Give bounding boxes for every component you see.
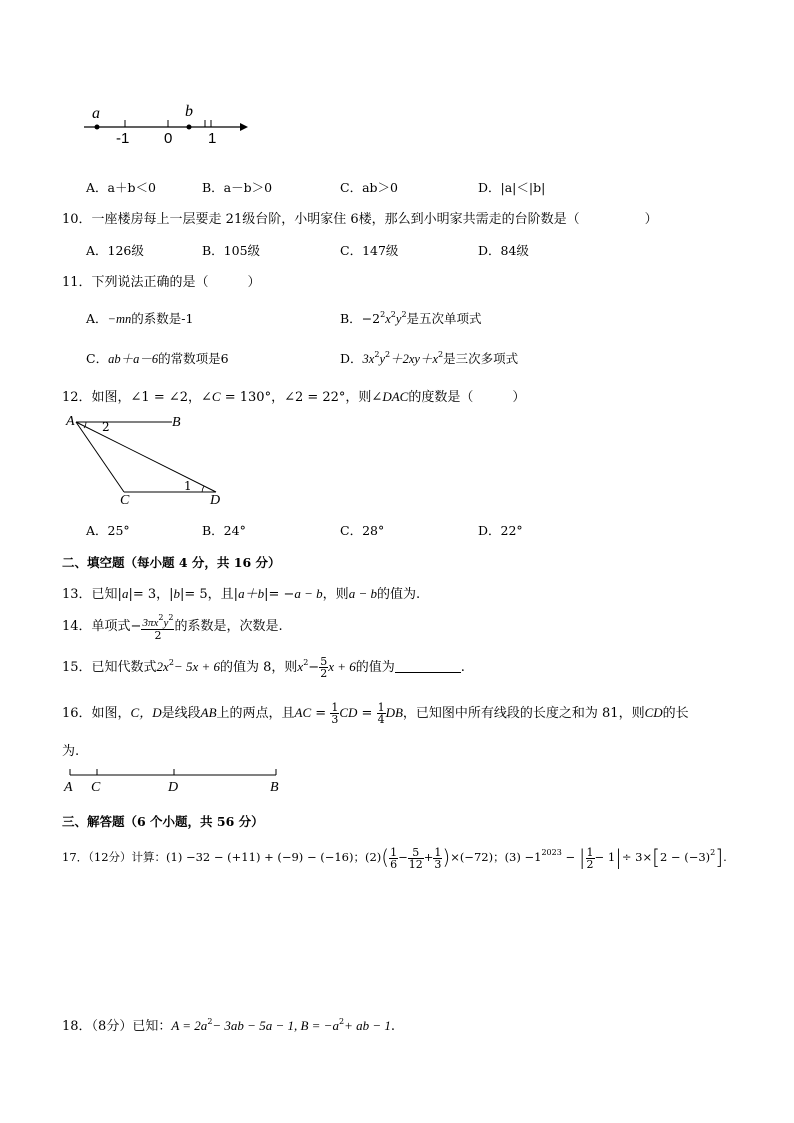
q13: 13．已知|a|= 3，|b|= 5，且|a＋b|= −a − b，则a − b的值为.	[62, 586, 421, 602]
q9-option-b[interactable]: B．a－b＞0	[202, 180, 273, 195]
fig-label-d: D	[210, 493, 221, 508]
tick-one: 1	[208, 130, 217, 147]
triangle-figure	[64, 414, 224, 504]
seg-label-b: B	[270, 780, 279, 795]
q10-stem: 10．一座楼房每上一层要走 21级台阶，小明家住 6楼，那么到小明家共需走的台阶数是（ ）	[62, 212, 658, 227]
q11-option-b[interactable]: B．$-2^2x^2y^2$是五次单项式	[340, 310, 482, 326]
q17: 17．（12分）计算：(1) −32 − (+11) + (−9) − (−16)；(2)( $\frac{1}{6}$ − $\frac{5}{12}$ + $\frac{1}{3}$ )×(−72)；$(3) -1^{2023}$ − | $\frac{1}{2}$ − $1|\div 3\times[2 - (-3)^2]$.	[62, 845, 727, 871]
fig-label-b: B	[172, 415, 181, 430]
fig-angle-1: 1	[184, 479, 192, 493]
q10-option-c[interactable]: C．147级	[340, 243, 399, 258]
q11-option-d[interactable]: D．$3x^2y^2+2xy+x^2$是三次多项式	[340, 350, 519, 366]
seg-label-a: A	[64, 780, 73, 795]
number-line	[80, 105, 280, 145]
fig-label-c: C	[120, 493, 130, 508]
q12-option-d[interactable]: D．22°	[478, 523, 523, 538]
q14: 14．单项式− $\frac{3\pi x^2y^2}{2}$ 的系数是，次数是.	[62, 613, 283, 642]
seg-label-c: C	[91, 780, 101, 795]
fig-label-a: A	[66, 414, 75, 429]
q16: 16．如图，C，D是线段AB上的两点，且AC = $\frac{1}{3}$ CD = $\frac{1}{4}$ DB，已知图中所有线段的长度之和为 81，则CD的长	[62, 701, 689, 726]
section-2-heading: 二、填空题（每小题 4 分，共 16 分）	[62, 555, 281, 570]
fig-angle-2: 2	[102, 420, 110, 434]
label-a: a	[92, 105, 100, 122]
q10-option-b[interactable]: B．105级	[202, 243, 261, 258]
q10-option-d[interactable]: D．84级	[478, 243, 529, 258]
q9-option-d[interactable]: D．|a|＜|b|	[478, 180, 546, 195]
q12-stem: 12．如图，∠1 = ∠2，∠C = 130°，∠2 = 22°，则∠DAC的度数是（ ）	[62, 389, 526, 405]
section-3-heading: 三、解答题（6 个小题，共 56 分）	[62, 814, 264, 829]
q16-line2: 为.	[62, 744, 80, 759]
q15-answer-blank[interactable]	[395, 660, 461, 673]
tick-zero: 0	[164, 130, 173, 147]
q9-option-c[interactable]: C．ab＞0	[340, 180, 398, 195]
q12-option-b[interactable]: B．24°	[202, 523, 246, 538]
label-b: b	[185, 103, 193, 120]
q10-option-a[interactable]: A．126级	[86, 243, 144, 258]
q12-option-a[interactable]: A．25°	[86, 523, 130, 538]
seg-label-d: D	[168, 780, 179, 795]
q11-stem: 11．下列说法正确的是（ ）	[62, 275, 261, 290]
q9-option-a[interactable]: A．a＋b＜0	[86, 180, 156, 195]
q11-option-c[interactable]: C．ab＋a－6的常数项是6	[86, 351, 229, 366]
q18: 18．（8分）已知：$A = 2a^2- 3ab - 5a - 1$, $B = -a^2+$ ab − 1.	[62, 1017, 395, 1034]
q12-option-c[interactable]: C．28°	[340, 523, 385, 538]
q11-option-a[interactable]: A．−mn的系数是-1	[86, 311, 194, 326]
q15: 15．已知代数式$2x^2- 5x + 6$的值为 8，则$x^2-$ $\frac{5}{2}$ x + 6的值为 .	[62, 655, 465, 680]
tick-minus-one: -1	[116, 130, 130, 147]
